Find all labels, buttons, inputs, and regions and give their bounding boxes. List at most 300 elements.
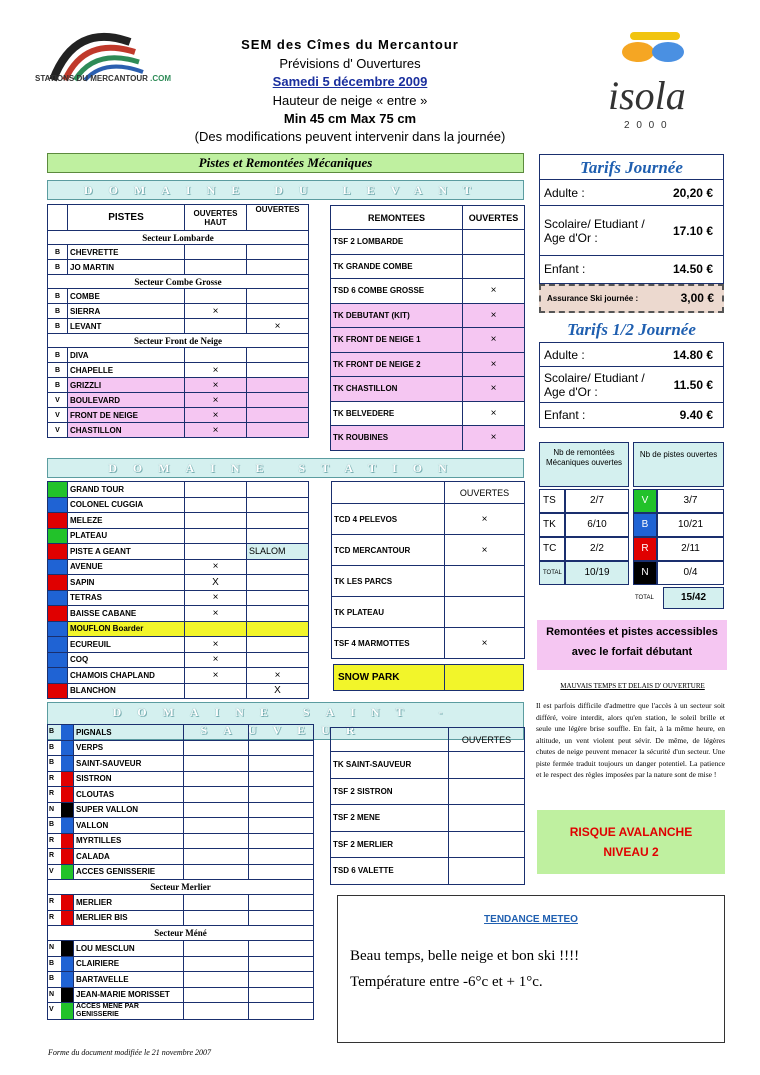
ouvertes-haut (184, 787, 249, 803)
logo-left-com: .COM (150, 74, 172, 83)
ouvertes-haut (185, 513, 247, 529)
table-row (48, 987, 314, 1003)
piste-name: CLOUTAS (74, 787, 184, 803)
difficulty-letter: B (49, 975, 55, 982)
tarif-value: 9.40 € (679, 408, 713, 422)
piste-name: ACCES GENISSERIE (74, 864, 184, 880)
ouvertes-haut (185, 348, 247, 363)
piste-name: MELEZE (68, 513, 185, 529)
lift-name: TSF 2 SISTRON (331, 778, 449, 805)
piste-name: GRIZZLI (68, 378, 185, 393)
piste-name: JEAN-MARIE MORISSET (74, 987, 184, 1003)
header-minmax: Min 45 cm Max 75 cm (283, 111, 417, 126)
meteo-line2: Température entre -6°c et + 1°c. (350, 974, 543, 990)
table-row (48, 740, 314, 756)
piste-name: MOUFLON Boarder (68, 621, 185, 637)
stats-pistes: 3/7 (657, 489, 724, 513)
lift-row (331, 858, 525, 885)
table-row (48, 606, 309, 622)
piste-name: CALADA (74, 849, 184, 865)
piste-name: MERLIER BIS (74, 910, 184, 926)
ouvertes (249, 910, 314, 926)
difficulty-letter: N (49, 990, 55, 998)
snow-park-label: SNOW PARK (334, 665, 445, 690)
piste-name: COMBE (68, 289, 185, 304)
ouvertes-haut (185, 528, 247, 544)
lift-name: TSD 6 COMBE GROSSE (331, 279, 463, 304)
difficulty-bar (61, 957, 73, 972)
section-row (48, 880, 314, 895)
levant-pistes-table (47, 204, 309, 438)
lift-name: TK PLATEAU (332, 597, 445, 628)
banner-levant: DOMAINE DU LEVANT (47, 180, 524, 200)
ouvertes-haut (184, 1003, 249, 1020)
piste-name: BAISSE CABANE (68, 606, 185, 622)
ouvertes (249, 725, 314, 741)
stats-pistes: 10/21 (657, 513, 724, 537)
table-row (48, 621, 309, 637)
lift-name: TK FRONT DE NEIGE 1 (331, 328, 463, 353)
stats-type: TS (539, 489, 565, 513)
table-row (48, 1003, 314, 1020)
table-row (48, 910, 314, 926)
lift-name: TCD MERCANTOUR (332, 535, 445, 566)
piste-name: MERLIER (74, 895, 184, 911)
logo-left-text: STATIONS DU MERCANTOUR (35, 74, 148, 83)
blank-header (331, 728, 449, 752)
difficulty-swatch (48, 544, 68, 560)
lift-row (331, 426, 525, 451)
header-row (331, 206, 525, 230)
assurance-box (539, 284, 724, 313)
ouvertes-haut: × (185, 652, 247, 668)
tarifs-demi (539, 318, 724, 428)
lift-row (332, 566, 525, 597)
tarifs-journee (539, 154, 724, 284)
lift-row (332, 504, 525, 535)
debutant-l1: Remontées et pistes accessibles (546, 626, 718, 638)
difficulty-swatch (48, 621, 68, 637)
piste-name: COLONEL CUGGIA (68, 497, 185, 513)
table-row (48, 304, 309, 319)
table-row (48, 289, 309, 304)
difficulty-swatch (48, 1003, 74, 1020)
ouvertes (249, 987, 314, 1003)
lift-row (331, 401, 525, 426)
piste-name: LEVANT (68, 319, 185, 334)
logo-right-sub: 2 0 0 0 (624, 120, 669, 131)
table-row (48, 575, 309, 591)
stats-total-value: 15/42 (663, 587, 724, 609)
piste-name: SAPIN (68, 575, 185, 591)
difficulty-letter: B (49, 821, 55, 828)
ouvertes (247, 423, 309, 438)
stats-pistes: 2/11 (657, 537, 724, 561)
ouvertes (249, 956, 314, 972)
stats-remontees: 10/19 (565, 561, 629, 585)
table-row (48, 864, 314, 880)
lift-ouvertes (463, 230, 525, 255)
lift-name: TSF 4 MARMOTTES (332, 628, 445, 659)
lift-ouvertes (463, 254, 525, 279)
difficulty-letter: B (48, 348, 68, 363)
blank-header (332, 482, 445, 504)
col-remontees: REMONTEES (331, 206, 463, 230)
lift-row (332, 597, 525, 628)
piste-name: DIVA (68, 348, 185, 363)
lift-ouvertes (449, 778, 525, 805)
header-row (331, 728, 525, 752)
difficulty-bar (61, 787, 73, 802)
ouvertes-haut (185, 319, 247, 334)
piste-name: PIGNALS (74, 725, 184, 741)
logo-left (35, 22, 185, 92)
tarif-value: 14.50 € (672, 262, 713, 276)
lift-row (331, 352, 525, 377)
ouvertes-haut: × (185, 606, 247, 622)
station-lifts-table (331, 481, 525, 659)
lift-name: TK BELVEDERE (331, 401, 463, 426)
difficulty-letter: V (48, 423, 68, 438)
tarif-label: Adulte : (544, 347, 585, 362)
ouvertes-haut: × (185, 590, 247, 606)
difficulty-swatch (48, 941, 74, 957)
lift-name: TK SAINT-SAUVEUR (331, 752, 449, 779)
lift-name: TK DEBUTANT (KIT) (331, 303, 463, 328)
ouvertes (247, 513, 309, 529)
difficulty-swatch (48, 497, 68, 513)
ouvertes (247, 245, 309, 260)
ouvertes-haut: × (185, 423, 247, 438)
table-row (48, 956, 314, 972)
ouvertes-haut (184, 833, 249, 849)
ouvertes (249, 802, 314, 818)
ouvertes-haut: × (185, 408, 247, 423)
ouvertes-haut (185, 260, 247, 275)
ouvertes (247, 606, 309, 622)
table-row (48, 652, 309, 668)
stats-color-N: N (633, 561, 657, 585)
difficulty-swatch (48, 637, 68, 653)
ouvertes (249, 972, 314, 988)
difficulty-swatch (48, 818, 74, 834)
lift-name: TSF 2 MENE (331, 805, 449, 832)
ouvertes (247, 408, 309, 423)
ouvertes (247, 652, 309, 668)
stats-type: TOTAL (539, 561, 565, 585)
stats-total-label: TOTAL (635, 595, 654, 601)
col-ouvertes: OUVERTES (449, 728, 525, 752)
ouvertes-haut: × (185, 304, 247, 319)
difficulty-bar (61, 756, 73, 771)
col-ouvertes: OUVERTES (247, 205, 309, 231)
ouvertes-haut (184, 972, 249, 988)
difficulty-letter: B (48, 260, 68, 275)
banner-station: DOMAINE STATION (47, 458, 524, 478)
ouvertes (247, 528, 309, 544)
ouvertes-haut (184, 864, 249, 880)
sauveur-pistes-table (47, 724, 314, 1020)
difficulty-bar (61, 772, 73, 787)
stats-remontees: 2/7 (565, 489, 629, 513)
footer: Forme du document modifiée le 21 novembre 2007 (48, 1048, 211, 1057)
piste-name: ACCES MENE PAR GENISSERIE (74, 1003, 184, 1020)
ouvertes (249, 818, 314, 834)
piste-name: PLATEAU (68, 528, 185, 544)
difficulty-swatch (48, 787, 74, 803)
levant-lifts-table (330, 205, 525, 451)
table-row (48, 408, 309, 423)
ouvertes (247, 559, 309, 575)
risque-box (537, 810, 725, 874)
piste-name: COQ (68, 652, 185, 668)
table-row (48, 787, 314, 803)
difficulty-letter: V (49, 867, 54, 875)
piste-name: LOU MESCLUN (74, 941, 184, 957)
difficulty-swatch (48, 725, 74, 741)
difficulty-letter: R (49, 898, 55, 905)
lift-ouvertes: × (463, 401, 525, 426)
ouvertes (249, 941, 314, 957)
ouvertes (247, 260, 309, 275)
lift-row (332, 628, 525, 659)
table-row (48, 245, 309, 260)
table-row (48, 559, 309, 575)
lift-name: TK ROUBINES (331, 426, 463, 451)
lift-name: TSD 6 VALETTE (331, 858, 449, 885)
lift-ouvertes: × (463, 377, 525, 402)
lift-ouvertes (449, 805, 525, 832)
tarif-value: 17.10 € (672, 223, 713, 238)
sauveur-lifts-table (330, 727, 525, 885)
lift-ouvertes: × (463, 279, 525, 304)
lift-name: TSF 2 MERLIER (331, 831, 449, 858)
ouvertes-haut (184, 910, 249, 926)
ouvertes-haut: × (185, 378, 247, 393)
difficulty-letter: B (48, 289, 68, 304)
header-snow: Hauteur de neige « entre » (272, 93, 428, 108)
tarif-row (540, 343, 723, 367)
meteo-line1: Beau temps, belle neige et bon ski !!!! (350, 948, 580, 964)
tarif-value: 14.80 € (672, 347, 713, 362)
difficulty-swatch (48, 559, 68, 575)
difficulty-letter: R (49, 774, 55, 782)
difficulty-swatch (48, 740, 74, 756)
table-row (48, 833, 314, 849)
lift-name: TK GRANDE COMBE (331, 254, 463, 279)
ouvertes-haut (184, 756, 249, 772)
ouvertes (249, 895, 314, 911)
difficulty-swatch (48, 668, 68, 684)
difficulty-letter: B (48, 319, 68, 334)
ouvertes-haut (185, 621, 247, 637)
table-row (48, 818, 314, 834)
lift-row (331, 279, 525, 304)
snow-park (333, 664, 524, 691)
table-row (48, 683, 309, 699)
difficulty-bar (61, 972, 73, 987)
ouvertes (249, 756, 314, 772)
lift-ouvertes: × (463, 303, 525, 328)
tarifs-title-2: Tarifs 1/2 Journée (567, 320, 696, 339)
ouvertes-haut (184, 725, 249, 741)
lift-row (331, 254, 525, 279)
difficulty-swatch (48, 606, 68, 622)
difficulty-swatch (48, 513, 68, 529)
header-subtitle: Prévisions d' Ouvertures (279, 56, 421, 71)
piste-name: PISTE A GEANT (68, 544, 185, 560)
header-row (48, 205, 309, 231)
difficulty-letter: R (49, 836, 55, 844)
ouvertes: × (247, 668, 309, 684)
debutant-box (537, 620, 727, 670)
stats-remontees: 6/10 (565, 513, 629, 537)
lift-ouvertes (449, 858, 525, 885)
ouvertes-haut (185, 544, 247, 560)
piste-name: CLAIRIERE (74, 956, 184, 972)
difficulty-swatch (48, 771, 74, 787)
difficulty-bar (61, 1003, 73, 1019)
col-pistes: PISTES (68, 205, 185, 231)
ouvertes: SLALOM (247, 544, 309, 560)
difficulty-bar (61, 725, 73, 740)
banner-sauveur: DOMAINE SAINT - SAUVEUR (47, 702, 524, 740)
ouvertes (247, 393, 309, 408)
lift-ouvertes (445, 566, 525, 597)
ouvertes-haut (184, 818, 249, 834)
table-row (48, 668, 309, 684)
ouvertes (247, 304, 309, 319)
table-row (48, 972, 314, 988)
table-row (48, 544, 309, 560)
piste-name: TETRAS (68, 590, 185, 606)
difficulty-letter: V (49, 1006, 54, 1013)
table-row (48, 849, 314, 865)
stats-type: TK (539, 513, 565, 537)
piste-name: CHAMOIS CHAPLAND (68, 668, 185, 684)
ouvertes (247, 621, 309, 637)
ouvertes-haut (185, 497, 247, 513)
difficulty-letter: B (48, 363, 68, 378)
piste-name: BARTAVELLE (74, 972, 184, 988)
difficulty-letter: B (49, 743, 55, 751)
section-title: Secteur Combe Grosse (48, 275, 309, 289)
difficulty-bar (61, 834, 73, 849)
ouvertes-haut (185, 245, 247, 260)
piste-name: BLANCHON (68, 683, 185, 699)
section-row (48, 231, 309, 245)
debutant-l2: avec le forfait débutant (571, 646, 693, 658)
difficulty-swatch (48, 864, 74, 880)
section-title: Secteur Merlier (48, 880, 314, 895)
tarifs-title: Tarifs Journée (540, 155, 723, 180)
ouvertes (247, 637, 309, 653)
difficulty-letter: B (48, 378, 68, 393)
ouvertes-haut (184, 849, 249, 865)
table-row (48, 771, 314, 787)
ouvertes: × (247, 319, 309, 334)
difficulty-letter: B (48, 245, 68, 260)
ouvertes-haut (184, 895, 249, 911)
col-ouvertes: OUVERTES (445, 482, 525, 504)
station-pistes-table (47, 481, 309, 699)
difficulty-bar (61, 895, 73, 910)
ouvertes-haut: × (185, 393, 247, 408)
tarif-row (540, 180, 723, 206)
ouvertes-haut (184, 740, 249, 756)
tarif-row (540, 403, 723, 427)
tarif-label: Scolaire/ Etudiant / Age d'Or : (544, 370, 645, 399)
lift-row (331, 303, 525, 328)
ouvertes-haut: X (185, 575, 247, 591)
difficulty-bar (61, 988, 73, 1003)
tarif-value: 11.50 € (673, 377, 713, 392)
ouvertes (249, 833, 314, 849)
difficulty-swatch (48, 972, 74, 988)
ouvertes-haut (184, 802, 249, 818)
piste-name: SISTRON (74, 771, 184, 787)
difficulty-swatch (48, 956, 74, 972)
table-row (48, 363, 309, 378)
difficulty-letter: V (48, 393, 68, 408)
piste-name: AVENUE (68, 559, 185, 575)
ouvertes (247, 348, 309, 363)
header-row (332, 482, 525, 504)
header-company: SEM des Cîmes du Mercantour (241, 37, 459, 52)
table-row (48, 590, 309, 606)
risque-l2: NIVEAU 2 (603, 845, 659, 859)
difficulty-letter: N (49, 944, 55, 951)
header-note: (Des modifications peuvent intervenir dans la journée) (194, 129, 506, 144)
lift-name: TK FRONT DE NEIGE 2 (331, 352, 463, 377)
lift-row (331, 377, 525, 402)
header-date: Samedi 5 décembre 2009 (272, 74, 428, 89)
table-row (48, 319, 309, 334)
section-row (48, 926, 314, 941)
difficulty-letter: R (49, 790, 55, 797)
lift-row (332, 535, 525, 566)
section-row (48, 275, 309, 289)
assurance-value: 3,00 € (680, 291, 714, 305)
piste-name: VERPS (74, 740, 184, 756)
stats-table (539, 442, 724, 610)
piste-name: VALLON (74, 818, 184, 834)
ouvertes (247, 575, 309, 591)
difficulty-swatch (48, 482, 68, 498)
logo-right-text: isola (608, 73, 686, 118)
ouvertes: X (247, 683, 309, 699)
piste-name: GRAND TOUR (68, 482, 185, 498)
col-haut: OUVERTES HAUT (185, 205, 247, 231)
ouvertes-haut (184, 941, 249, 957)
ouvertes (247, 363, 309, 378)
table-row (48, 941, 314, 957)
logo-right (600, 28, 710, 138)
difficulty-letter: V (48, 408, 68, 423)
difficulty-swatch (48, 528, 68, 544)
difficulty-bar (61, 741, 73, 756)
section-title: Secteur Méné (48, 926, 314, 941)
piste-name: FRONT DE NEIGE (68, 408, 185, 423)
stats-color-B: B (633, 513, 657, 537)
difficulty-letter: B (48, 304, 68, 319)
green-title: Pistes et Remontées Mécaniques (47, 153, 524, 173)
lift-ouvertes: × (463, 328, 525, 353)
lift-ouvertes: × (445, 504, 525, 535)
lift-ouvertes (445, 597, 525, 628)
lift-row (331, 328, 525, 353)
stats-header-remontees: Nb de remontées Mécaniques ouvertes (539, 442, 629, 487)
